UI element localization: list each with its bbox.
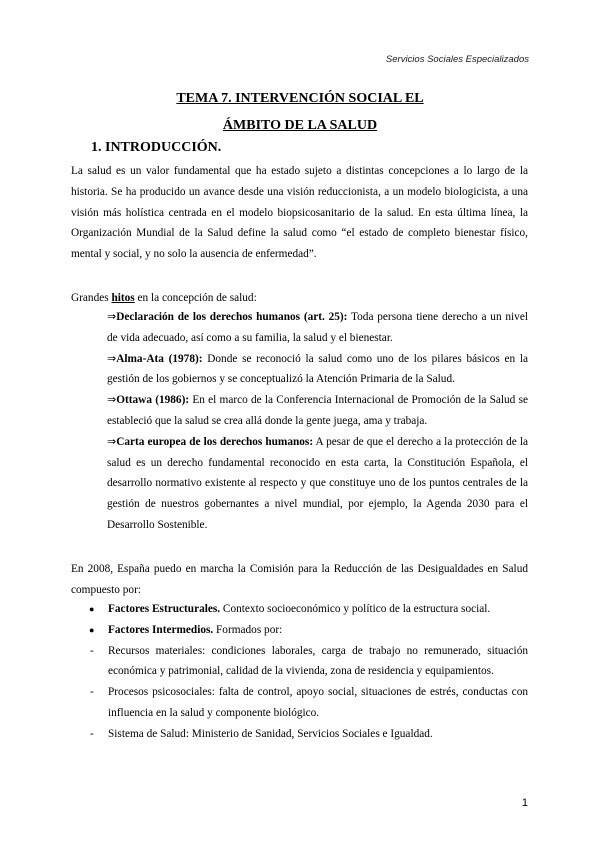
arrow-icon: ⇒	[107, 434, 117, 448]
bullet-icon: ●	[89, 624, 95, 635]
hito-label: Alma-Ata (1978):	[116, 352, 203, 365]
hito-item	[107, 432, 528, 536]
factores-list	[71, 599, 528, 745]
hitos-intro-before: Grandes	[71, 292, 112, 304]
title-line-2: ÁMBITO DE LA SALUD	[222, 118, 378, 133]
factor-label: Factores Intermedios.	[108, 623, 214, 636]
arrow-icon: ⇒	[107, 351, 117, 365]
dash-marker: -	[90, 686, 94, 699]
arrow-icon: ⇒	[107, 393, 117, 407]
hitos-intro-after: en la concepción de salud:	[134, 292, 257, 304]
dash-text: Sistema de Salud: Ministerio de Sanidad, Servicios Sociales e Igualdad.	[108, 727, 433, 740]
dash-marker: -	[90, 644, 94, 657]
running-header: Servicios Sociales Especializados	[385, 54, 529, 65]
bullet-icon: ●	[89, 604, 95, 614]
hito-text: A pesar de que el derecho a la protección de la salud es un derecho fundamental reconocido en esta carta, la Constitución Española, el desarrollo normativo existente al respecto y que constituye uno de los puntos centrales de la gestión de nuestros gobernantes a nivel mundial, por ejemplo, la Agenda 2030 para el Desarrollo Sostenible.	[107, 435, 528, 531]
factor-label: Factores Estructurales.	[108, 603, 221, 615]
hito-item	[107, 390, 528, 432]
list-item	[71, 724, 528, 745]
factor-text: Formados por:	[213, 623, 283, 636]
hito-label: Carta europea de los derechos humanos:	[116, 435, 314, 448]
hito-item	[107, 349, 528, 391]
dash-marker: -	[90, 727, 94, 740]
title-line-1: TEMA 7. INTERVENCIÓN SOCIAL EL	[176, 91, 424, 106]
page-number: 1	[521, 797, 528, 809]
list-item	[71, 641, 528, 683]
hito-label: Ottawa (1986):	[116, 394, 190, 407]
hito-text: Donde se reconoció la salud como uno de los pilares básicos en la gestión de los gobiernos y se conceptualizó la Atención Primaria de la Salud.	[107, 352, 529, 386]
hito-text: En el marco de la Conferencia Internacional de Promoción de la Salud se estableció que la salud se crea allá donde la gente juega, ama y trabaja.	[107, 394, 528, 427]
hitos-intro	[71, 288, 528, 309]
hitos-keyword: hitos	[111, 292, 135, 304]
comision-paragraph: En 2008, España puedo en marcha la Comisión para la Reducción de las Desigualdades en Salud compuesto por:	[71, 563, 528, 596]
hito-item	[107, 307, 528, 349]
hito-text: Toda persona tiene derecho a un nivel de vida adecuado, así como a su familia, la salud y el bienestar.	[107, 311, 528, 344]
section-heading: 1. INTRODUCCIÓN.	[91, 140, 222, 155]
dash-text: Procesos psicosociales: falta de control, apoyo social, situaciones de estrés, conductas con influencia en la salud y componente biológico.	[108, 686, 528, 719]
dash-text: Recursos materiales: condiciones laborales, carga de trabajo no remunerado, situación económica y patrimonial, calidad de la vivienda, zona de residencia y equipamientos.	[108, 644, 528, 678]
arrow-icon: ⇒	[107, 310, 117, 323]
list-item	[71, 620, 528, 641]
hito-label: Declaración de los derechos humanos (art. 25):	[116, 311, 348, 323]
list-item	[71, 682, 528, 724]
list-item	[71, 599, 528, 620]
hitos-list	[107, 307, 528, 536]
intro-paragraph: La salud es un valor fundamental que ha estado sujeto a distintas concepciones a lo largo de la historia. Se ha producido un avance desde una visión reduccionista, a un modelo biologicista, a una visión más holística centrada en el modelo biopsicosanitario de la salud. En esta última línea, la Organización Mundial de la Salud define la salud como “el estado de completo bienestar físico, mental y social, y no solo la ausencia de enfermedad”.	[71, 165, 528, 261]
factor-text: Contexto socioeconómico y político de la estructura social.	[220, 603, 491, 615]
